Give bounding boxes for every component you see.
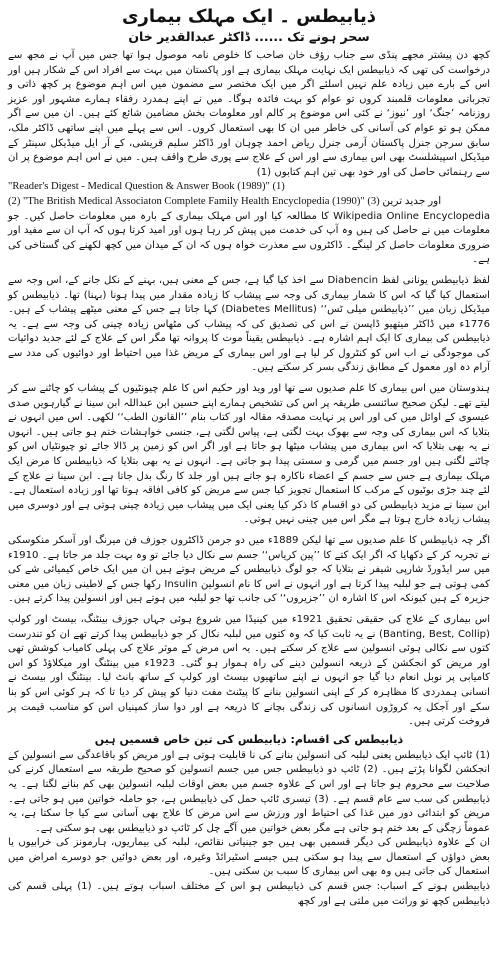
paragraph-etymology: لفظ ذیابیطس یونانی لفظ Diabencin سے اخذ کیا گیا ہے، جس کے معنی ہیں، بہنے کے نکل جانے کے، اس وجہ سے استعمال کیا گیا کہ اس کا شمار بیماری کی وجہ سے پیشاب کا زیادہ مقدار میں پیدا ہونا (بہنا) تھا۔ ذیابیطس کو میڈیکل زبان میں ’’ذیابیطس میلی ٹس‘‘ (Diabetes Mellitus) کہا جاتا ہے جس کے معنی میٹھے پیشاب کے ہیں۔ 1776ء میں ڈاکٹر میتھیو ڈاپسن نے اس کی تصدیق کی کہ پیشاب کی مٹھاس زیادہ چینی کی وجہ سے ہے۔ یہ ذیابیطس کی بیماری کا ایک اہم اشارہ ہے۔ ذیابیطس یقیناً موت کا پروانہ تھا مگر اس کے علاج کے لئے جدید دوائیات کی موجودگی نے اب اس کو کنٹرول کر لیا ہے اور اس بیماری کے مریض غذا میں احتیاط اور دوائیوں کی مدد سے آرام دہ اور معمول کے مطابق زندگی بسر کر سکتے ہیں۔ xyxy=(8,274,491,374)
paragraph-history-avicenna: ہندوستان میں اس بیماری کا علم صدیوں سے تھا اور وید اور حکیم اس کا علم چیونٹیوں کے پیشاب کو چاٹنے سے کر لیتے تھے۔ لیکن صحیح سائنسی طریقہ پر اس کی تشخیص ہمارے اپنے حسین ابن عبداللہ ابن سینا نے گیارہویں صدی عیسوی کے اوائل میں کی اور اس پر نہایت مصدقہ مقالہ اور کتاب بنام ’’القانون الطب‘‘ لکھی۔ اس میں انہوں نے بتلایا کہ اس بیماری کی وجہ سے بھوک بہت لگتی ہے، پیاس لگتی ہے، جنسی خواہشات ختم ہو جاتی ہیں۔ انہوں نے یہ بھی بتلایا کہ اس بیماری میں پیشاب میٹھا ہو جاتا ہے اور اگر اس کو زمین پر ڈالا جائے تو چیونٹیاں اس کو چاٹنے لگتی ہیں اور جسم میں گرمی و سستی پیدا ہو جاتی ہے۔ انہوں نے یہ بھی بتلایا کہ ذیابیطس کا مرض ایک مہلک بیماری ہے جس سے جسم کے اعضاء ناکارہ ہو جاتے ہیں اور جلد کا رنگ بدل جاتا ہے۔ ابن سینا نے علاج کے لئے چند جڑی بوٹیوں کے مرکب کا استعمال تجویز کیا جس سے مریض کو کافی افاقہ ہوتا تھا اور زیادہ استعمال ہے۔ ابن سینا نے مزید ذیابیطس کی دو اقسام کا ذکر کیا یعنی ایک میں پیشاب میں زیادہ چینی ہوتی ہے اور دوسری میں پیشاب زیادہ خارج ہوتا ہے مگر اس میں چینی نہیں ہوتی۔ xyxy=(8,383,490,526)
paragraph-other-types: ان کے علاوہ ذیابیطس کی دیگر قسمیں بھی ہیں جو جینیاتی نقائص، لبلبہ کی بیماریوں، ہارمونز کی خرابیوں یا بعض دواؤں کے استعمال سے پیدا ہو سکتی ہیں جیسے اسٹیرائڈ وغیرہ، اور بعض دوائیں جو دوسرے امراض میں استعمال کی جاتی ہیں وہ بھی اس بیماری کا سبب بن سکتی ہیں۔ xyxy=(8,837,490,878)
paragraph-intro: کچھ دن پیشتر مجھے پنڈی سے جناب رؤف خان صاحب کا خلوص نامہ موصول ہوا تھا جس میں آپ نے مجھ سے درخواست کی تھی کہ ذیابیطس ایک نہایت مہلک بیماری ہے اور پاکستان میں بہت سے افراد اس کے شکار ہیں اور اس کے بارے میں زیادہ علم نہیں اسلئے اگر میں ایک مختصر سے مضمون میں اس اہم موضوع پر کچھ ذاتی و تجرباتی معلومات قلمبند کروں تو عوام کو بہت فائدہ ہوگا۔ میں نے اپنے ہمدرد رفقاء ہمارے مشہور اور عزیز روزنامہ ’جنگ‘ اور ’نیوز‘ نے کئی اس موضوع پر کالم اور معلومات بخش مضامین شائع کئے ہیں۔ ان میں سے اگر ممکن ہو تو عوام کی آسانی کی خاطر میں ان کا بھی استعمال کروں۔ اس سے پہلے میں اپنے ساتھی ڈاکٹر ملک، سابق سرجن جنرل پاکستان آرمی جنرل ریاض احمد چوہان اور ڈاکٹر سلیم قریشی، کے آر ایل میڈیکل سینٹر کے میڈیکل اسپیشلسٹ بھی اس بیماری سے اور اس کے علاج سے پوری طرح واقف ہیں۔ میں نے اس اہم موضوع پر ان سے رہنمائی حاصل کی اور خود بھی تین اہم کتابوں (1) xyxy=(8,50,490,178)
book-reference-2: (2) "The British Medical Associaton Complete Family Health Encyclopedia (1990)" (3) اور جدید ترین xyxy=(8,195,442,207)
section-heading-types: ذیابیطس کی اقسام: ذیابیطس کی تین خاص قسمیں ہیں xyxy=(94,732,404,746)
paragraph-types: (1) ٹائپ ایک ذیابیطس یعنی لبلبہ کی انسولین بنانے کی نا قابلیت ہوتی ہے اور مریض کو باقاعدگی سے انسولین کے انجکشن لگوانا پڑتے ہیں۔ (2) ٹائپ دو ذیابیطس جس میں جسم انسولین کو صحیح طریقہ سے استعمال کرنے کی صلاحیت سے محروم ہو جاتا ہے اور اس کے علاوہ جسم میں بعض اوقات لبلبہ انسولین بھی کم بنانے لگتا ہے۔ یہ ذیابیطس کی سب سے عام قسم ہے۔ (3) تیسری ٹائپ حمل کی ذیابیطس ہے، جو حاملہ خواتین میں ہو جاتی ہے۔ مریض کو ابتدائی دور میں غذا کی احتیاط اور ورزش سے اس مرض کا علاج بھی آسانی سے کیا جا سکتا ہے، یہ عموماً زچگی کے بعد ختم ہو جاتی ہے مگر بعض خواتین میں آگے چل کر ٹائپ دو ذیابیطس بھی ہو سکتی ہے۔ xyxy=(8,749,490,834)
article-byline: سحر ہونے تک ...... ڈاکٹر عبدالقدیر خان xyxy=(128,29,370,44)
paragraph-insulin-discovery: اگر چہ ذیابیطس کا علم صدیوں سے تھا لیکن 1889ء میں دو جرمن ڈاکٹروں جوزف فن میرنگ اور آسکر منکوسکی نے تجربہ کر کے دکھایا کہ اگر ایک کتے کا ’’پین کریاس‘‘ جسم سے نکال دیا جائے تو وہ بہت جلد مر جاتا ہے۔ 1910ء میں سر ایڈورڈ شارپی شیفر نے بتلایا کہ جو لوگ ذیابیطس کے مریض ہوتے ہیں ان میں ایک خاص کیمیائی شے کی کمی ہوتی ہے جو لبلبہ پیدا کرتا ہے اور انہوں نے اس کا نام انسولین Insulin رکھا جس کے لاطینی زبان میں معنی جزیرہ کے ہیں کیونکہ اس کا اشارہ ان ’’جزیروں‘‘ کی جانب تھا جو لبلبہ میں ہوتے ہیں اور انسولین پیدا کرتے ہیں۔ xyxy=(8,535,490,605)
book-reference-1: "Reader's Digest - Medical Question & Answer Book (1989)" (1) xyxy=(8,181,285,193)
paragraph-treatment-research: اس بیماری کے علاج کی حقیقی تحقیق 1921ء میں کینیڈا میں شروع ہوئی جہاں جوزف بینٹنگ، بیسٹ اور کولپ (Banting, Best, Collip) نے یہ ثابت کیا کہ وہ کتوں میں لبلبہ نکال کر جو ذیابیطس پیدا کرتے تھے ان کو تندرست کتوں سے نکالی ہوئی انسولین سے علاج کر سکتے ہیں۔ یہ اس مرض کے موثر علاج کی پہلی کامیاب کوشش تھی اور مریض کو انجکشن کے ذریعہ انسولین دینے کی راہ ہموار ہو گئی۔ 1923ء میں بینٹنگ اور میکلاؤڈ کو اس کامیابی پر نوبل انعام دیا گیا جو انہوں نے اپنے ساتھیوں بیسٹ اور کولپ کے ساتھ بانٹ لیا۔ بینٹنگ اور بیسٹ نے انسانی ہمدردی کا مظاہرہ کر کے اپنی انسولین بنانے کا پیٹنٹ مفت دنیا کو پیش کر دیا تا کہ ہر کوئی اس کو بنا سکے اور آجکل یہ کروڑوں انسانوں کی زندگی بچانے کا ذریعہ ہے اور دوا ساز کمپنیاں اس کو مناسب قیمت پر فروخت کرتی ہیں۔ xyxy=(8,613,491,728)
paragraph-sources: Wikipedia Online Encyclopedia کا مطالعہ کیا اور اس مہلک بیماری کے بارہ میں معلومات حاصل کیں۔ جو معلومات میں نے حاصل کی ہیں وہ آپ کی خدمت میں پیش کر رہا ہوں اور امید کرتا ہوں کہ آپ ان سے مفید اور ضروری معلومات حاصل کر لینگے۔ ڈاکٹروں سے معذرت خواہ ہوں کہ ان کے میدان میں کچھ لکھنے کی گستاخی کی ہے۔ xyxy=(8,210,491,266)
article-title: ذیابیطس ۔ ایک مہلک بیماری xyxy=(121,6,377,27)
paragraph-causes: ذیابیطس ہونے کے اسباب: جس قسم کی ذیابیطس ہو اس کے مختلف اسباب ہوتے ہیں۔ (1) پہلی قسم کی ذیابیطس کچھ تو وراثت میں ملتی ہے اور کچھ xyxy=(8,881,490,907)
